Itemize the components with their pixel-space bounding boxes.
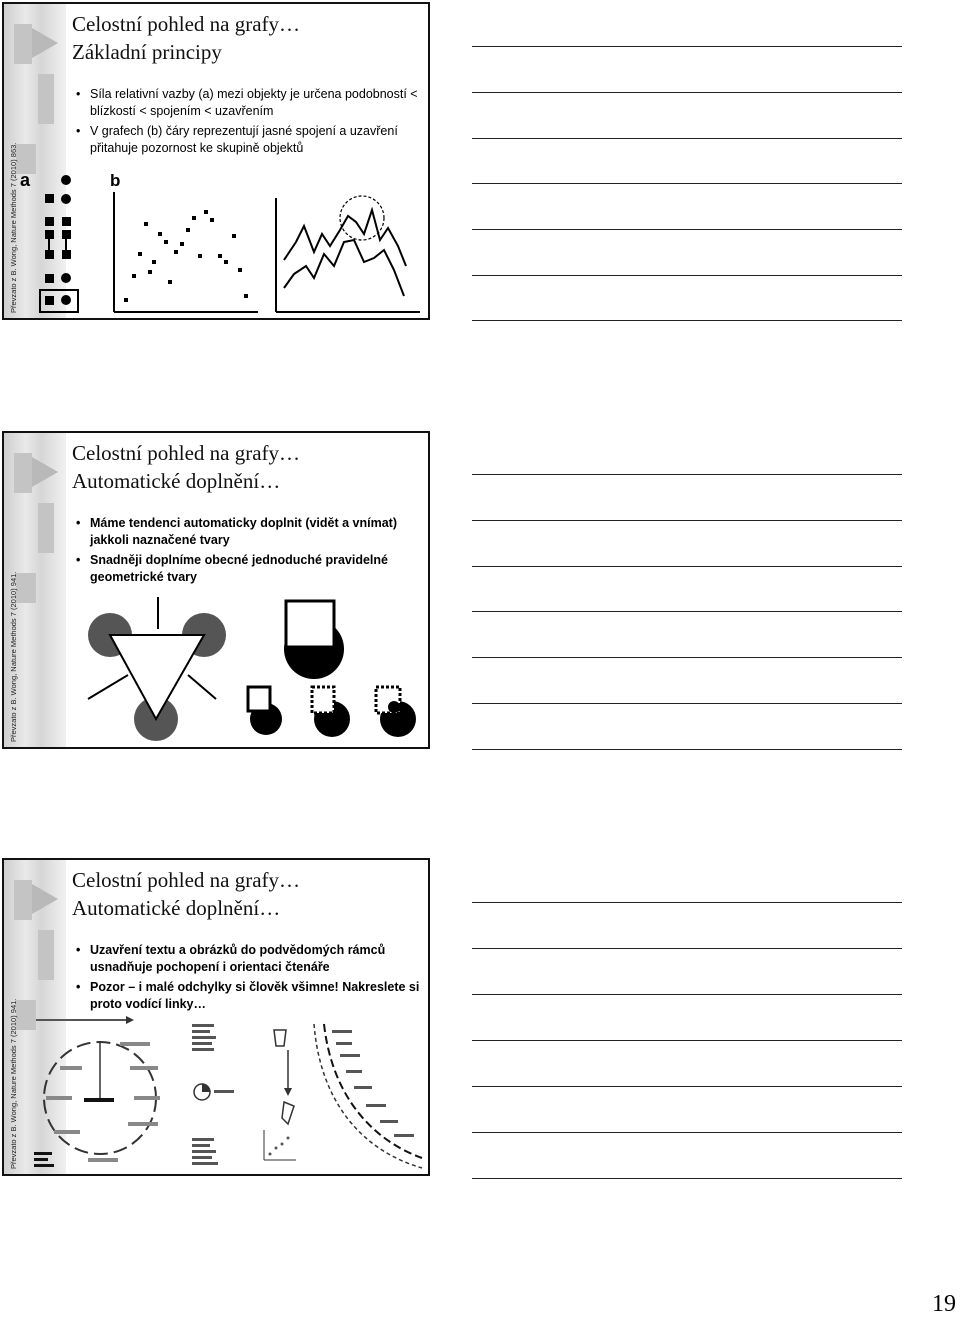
slide-title-line2: Základní principy [72, 40, 222, 64]
slide-1 [2, 2, 430, 320]
play-arrow-icon [32, 28, 58, 58]
slide-2 [2, 431, 430, 749]
slide-title [72, 10, 300, 66]
figure-b-label: b [110, 171, 121, 190]
image-credit: Převzato z B. Wong, Nature Methods 7 (2010) 863. [9, 142, 18, 313]
figure-a-label: a [20, 170, 31, 190]
play-arrow-icon [32, 457, 58, 487]
slide-title-line1: Celostní pohled na grafy… [72, 868, 301, 892]
kanizsa-triangle-figure [84, 595, 234, 745]
image-credit: Převzato z B. Wong, Nature Methods 7 (2010) 941. [9, 571, 18, 742]
notes-area-3 [472, 856, 902, 1186]
notes-area-2 [472, 429, 902, 759]
bullet-item: • Snadněji doplníme obecné jednoduché pravidelné geometrické tvary [76, 552, 422, 586]
slide-title [72, 866, 300, 922]
slide-title-line2: Automatické doplnění… [72, 896, 281, 920]
incomplete-shapes-figure [244, 595, 424, 745]
play-arrow-icon [32, 884, 58, 914]
slide-title-line1: Celostní pohled na grafy… [72, 12, 301, 36]
bullet-item: • Pozor – i malé odchylky si člověk všimne! Nakreslete si proto vodící linky… [76, 979, 422, 1013]
bullet-item: • V grafech (b) čáry reprezentují jasné spojení a uzavření přitahuje pozornost ke skupině objektů [76, 123, 422, 157]
bullet-item: • Uzavření textu a obrázků do podvědomých rámců usnadňuje pochopení i orientaci čtenáře [76, 942, 422, 976]
bullet-list [76, 86, 422, 160]
flow-diagram-figure [188, 1020, 298, 1170]
curved-timeline-figure [310, 1020, 426, 1170]
cycle-diagram-figure [30, 1012, 180, 1174]
slide-title-line1: Celostní pohled na grafy… [72, 441, 301, 465]
notes-area-1 [472, 0, 902, 330]
slide-3 [2, 858, 430, 1176]
slide-title [72, 439, 300, 495]
image-credit: Převzato z B. Wong, Nature Methods 7 (2010) 941. [9, 998, 18, 1169]
bullet-list [76, 515, 422, 589]
page-number: 19 [932, 1291, 956, 1317]
figure-a-grouping [18, 168, 88, 318]
bullet-item: • Máme tendenci automaticky doplnit (vidět a vnímat) jakkoli naznačené tvary [76, 515, 422, 549]
slide-title-line2: Automatické doplnění… [72, 469, 281, 493]
figure-b-plots [108, 170, 428, 320]
bullet-list [76, 942, 422, 1016]
bullet-item: • Síla relativní vazby (a) mezi objekty je určena podobností < blízkostí < spojením < uzavřením [76, 86, 422, 120]
